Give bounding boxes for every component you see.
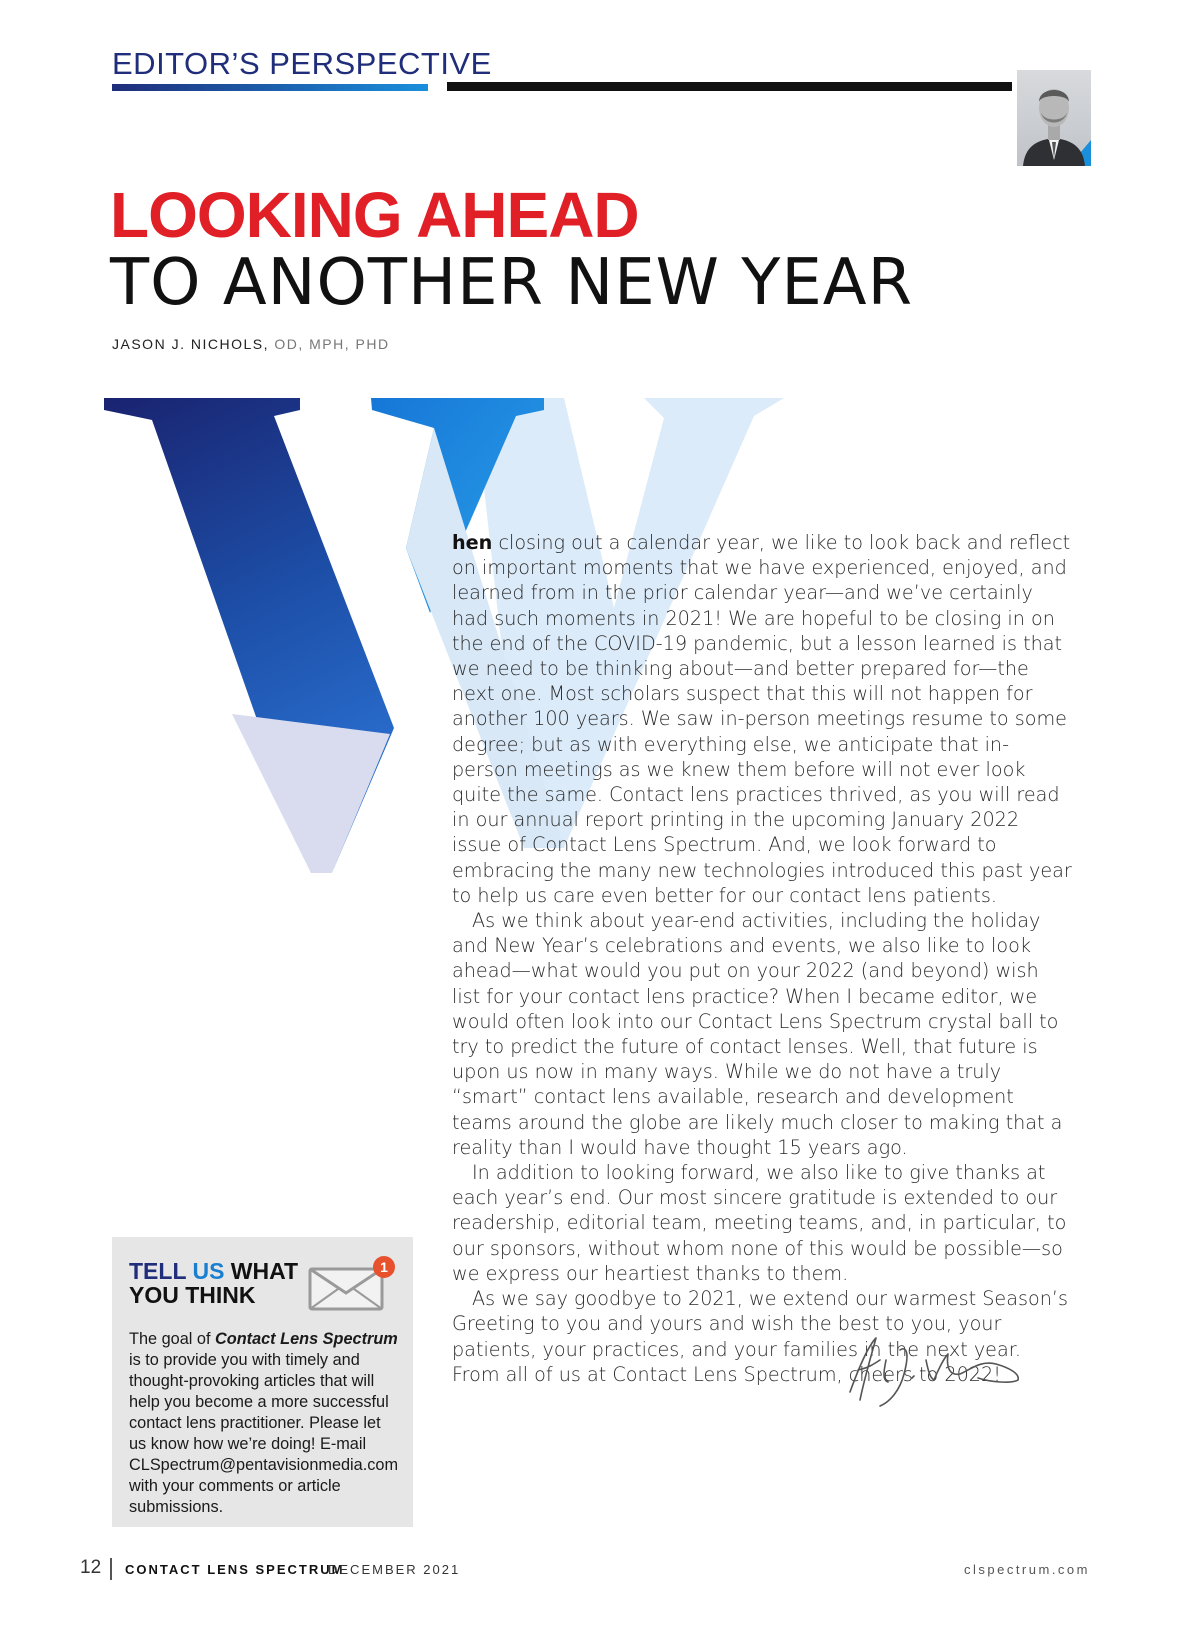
sidebar-title-line2: YOU THINK xyxy=(129,1282,256,1308)
article-body xyxy=(452,530,1072,1387)
author-credentials: OD, MPH, PHD xyxy=(274,336,390,352)
feedback-sidebar xyxy=(112,1237,413,1527)
byline xyxy=(112,336,390,352)
paragraph-1 xyxy=(452,530,1072,908)
page-footer xyxy=(80,1557,1090,1584)
sidebar-title xyxy=(129,1259,298,1307)
author-photo xyxy=(1017,70,1091,166)
section-label: EDITOR’S PERSPECTIVE xyxy=(112,46,492,81)
notification-badge-count: 1 xyxy=(380,1259,388,1275)
paragraph-4: As we say goodbye to 2021, we extend our warmest Season’s Greeting to you and yours and wish the best to you, your patients, your practices, and your families in the next year. From all of us at Contact Lens Spectrum, cheers to 2022! xyxy=(452,1287,1068,1386)
sidebar-title-what: WHAT xyxy=(224,1258,299,1284)
sidebar-title-tell: TELL xyxy=(129,1258,193,1284)
author-name: JASON J. NICHOLS, xyxy=(112,336,269,352)
publication-name: CONTACT LENS SPECTRUM xyxy=(125,1562,345,1577)
headline-line-1: LOOKING AHEAD xyxy=(110,179,639,251)
headline-line-2: TO ANOTHER NEW YEAR xyxy=(110,246,914,320)
lead-word: hen xyxy=(452,531,493,554)
header-rule xyxy=(447,82,1012,91)
site-url[interactable]: clspectrum.com xyxy=(963,1562,1090,1577)
sidebar-body-text: is to provide you with timely and thought-provoking articles that will help you become a more successful contact lens practitioner. Please let us know how we’re doing! E-mail CLSpectrum@pentavisionmedia.com with your comments or article submissions. xyxy=(129,1351,399,1516)
sidebar-body xyxy=(129,1329,401,1518)
page-number: 12 xyxy=(80,1557,102,1578)
sidebar-title-us: US xyxy=(192,1258,225,1284)
sidebar-body-publication: Contact Lens Spectrum xyxy=(215,1330,398,1348)
paragraph-3: In addition to looking forward, we also like to give thanks at each year’s end. Our most sincere gratitude is extended to our readership, editorial team, meeting teams, and, in particular, to our sponsors, without whom none of this would be possible—so we express our heartiest thanks to them. xyxy=(452,1161,1067,1285)
author-signature xyxy=(840,1330,1040,1410)
paragraph-1-text: closing out a calendar year, we like to look back and reflect on important moments that we have experienced, enjoyed, and learned from in the prior calendar year—and we’ve certainly had such moments in 2021! We are hopeful to be closing in on the end of the COVID-19 pandemic, but a lesson learned is that we need to be thinking about—and better prepared for—the next one. Most scholars suspect that this will not happen for another 100 years. We saw in-person meetings resume to some degree; but as with everything else, we anticipate that in-person meetings as we knew them before will not ever look quite the same. Contact lens practices thrived, as you will read in our annual report printing in the upcoming January 2022 issue of Contact Lens Spectrum. And, we look forward to embracing the many new technologies introduced this past year to help us care even better for our contact lens patients. xyxy=(452,531,1072,907)
envelope-icon xyxy=(308,1255,402,1313)
sidebar-body-intro: The goal of xyxy=(129,1330,215,1348)
section-underline xyxy=(112,84,428,91)
footer-divider xyxy=(110,1558,112,1580)
paragraph-2: As we think about year-end activities, including the holiday and New Year’s celebrations and events, we also like to look ahead—what would you put on your 2022 (and beyond) wish list for your contact lens practice? When I became editor, we would often look into our Contact Lens Spectrum crystal ball to try to predict the future of contact lenses. Well, that future is upon us now in many ways. While we do not have a truly “smart” contact lens available, research and development teams around the globe are likely much closer to making that a reality than I would have thought 15 years ago. xyxy=(452,909,1063,1159)
issue-date: DECEMBER 2021 xyxy=(328,1562,461,1577)
